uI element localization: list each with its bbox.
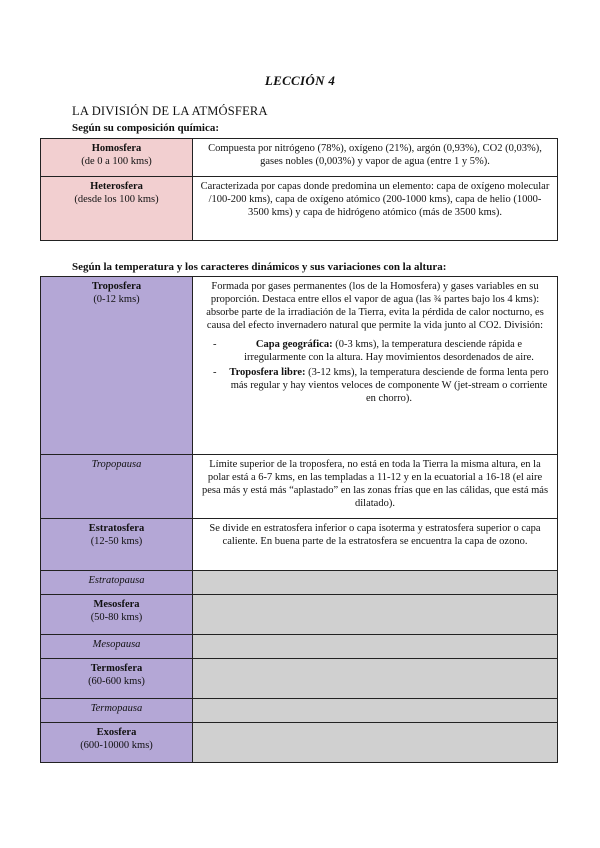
troposfera-division-list: [199, 338, 551, 405]
layer-range: (60-600 kms): [88, 676, 145, 687]
table-row: [41, 571, 558, 595]
empty-cell: [193, 659, 558, 699]
layer-description: Caracterizada por capas donde predomina un elemento: capa de oxígeno molecular /100-200 kms), capa de oxígeno atómico (200-1000 kms), capa de helio (1000-3500 kms) y capa de hidrógeno atómico (más de 3500 kms).: [193, 177, 558, 241]
list-item: [199, 338, 551, 364]
bullet-dash: -: [213, 339, 217, 350]
section-heading: LA DIVISIÓN DE LA ATMÓSFERA: [72, 104, 268, 118]
list-item: [199, 366, 551, 405]
layer-name: Estratopausa: [88, 575, 145, 586]
table-row: [41, 659, 558, 699]
layer-description: Límite superior de la troposfera, no está en toda la Tierra la misma altura, en la polar está a 6-7 kms, en las templadas a 11-12 y en la ecuatorial a 16-18 (el aire pesa más y está más “aplastado” en las zonas frías que en las cálidas, que está más dilatado).: [193, 455, 558, 519]
table-row: [41, 277, 558, 455]
layer-description: [193, 277, 558, 455]
temperature-heading: Según la temperatura y los caracteres dinámicos y sus variaciones con la altura:: [72, 261, 447, 273]
layer-cell: [41, 519, 193, 571]
layer-range: (desde los 100 kms): [74, 194, 159, 205]
layer-description: Se divide en estratosfera inferior o capa isoterma y estratosfera superior o capa caliente. En buena parte de la estratosfera se encuentra la capa de ozono.: [193, 519, 558, 571]
layer-range: (0-12 kms): [93, 294, 140, 305]
item-label: Capa geográfica:: [255, 339, 333, 350]
layer-cell: [41, 659, 193, 699]
composition-table: [40, 138, 558, 241]
layer-cell: [41, 277, 193, 455]
layer-cell: [41, 595, 193, 635]
empty-cell: [193, 723, 558, 763]
table-row: [41, 177, 558, 241]
table-row: [41, 723, 558, 763]
empty-cell: [193, 595, 558, 635]
empty-cell: [193, 635, 558, 659]
troposfera-desc: Formada por gases permanentes (los de la Homosfera) y gases variables en su proporción. Destaca entre ellos el vapor de agua (las ¾ partes bajo los 4 kms): absorbe parte de la irradiación de la Tierra, evita la pérdida de calor nocturno, es causa del efecto invernadero natural que permite la vida junto al CO2. División:: [206, 281, 544, 331]
layer-name: Exosfera: [96, 727, 137, 738]
layer-cell: [41, 635, 193, 659]
layer-name: Troposfera: [91, 281, 142, 292]
composition-heading: Según su composición química:: [72, 122, 219, 134]
layer-cell: [41, 699, 193, 723]
item-text: (0-3 kms), la temperatura desciende rápida e irregularmente con la altura. Hay movimientos desordenados de aire.: [244, 339, 534, 363]
table-row: [41, 699, 558, 723]
layer-name: Termosfera: [90, 663, 143, 674]
layer-name: Homosfera: [91, 143, 142, 154]
table-row: [41, 455, 558, 519]
layer-cell: [41, 177, 193, 241]
layer-name: Estratosfera: [88, 523, 145, 534]
layer-name: Mesopausa: [92, 639, 141, 650]
table-row: [41, 635, 558, 659]
table-row: [41, 519, 558, 571]
empty-cell: [193, 571, 558, 595]
layer-range: (50-80 kms): [90, 612, 143, 623]
layer-name: Tropopausa: [91, 459, 142, 470]
layer-description: Compuesta por nitrógeno (78%), oxígeno (21%), argón (0,93%), CO2 (0,03%), gases nobles (0,003%) y vapor de agua (entre 1 y 5%).: [193, 139, 558, 177]
layer-name: Mesosfera: [93, 599, 140, 610]
empty-cell: [193, 699, 558, 723]
layer-cell: [41, 455, 193, 519]
table-row: [41, 139, 558, 177]
table-row: [41, 595, 558, 635]
layer-name: Termopausa: [90, 703, 143, 714]
item-label: Troposfera libre:: [229, 367, 306, 378]
layer-range: (de 0 a 100 kms): [81, 156, 152, 167]
layer-range: (12-50 kms): [90, 536, 143, 547]
layer-name: Heterosfera: [90, 181, 143, 192]
temperature-table: [40, 276, 558, 763]
bullet-dash: -: [213, 367, 217, 378]
lesson-title: LECCIÓN 4: [264, 73, 336, 88]
layer-cell: [41, 723, 193, 763]
layer-cell: [41, 139, 193, 177]
item-text: (3-12 kms), la temperatura desciende de forma lenta pero más regular y hay vientos veloces de componente W (jet-stream o corriente en chorro).: [230, 367, 549, 404]
layer-cell: [41, 571, 193, 595]
layer-range: (600-10000 kms): [80, 740, 153, 751]
